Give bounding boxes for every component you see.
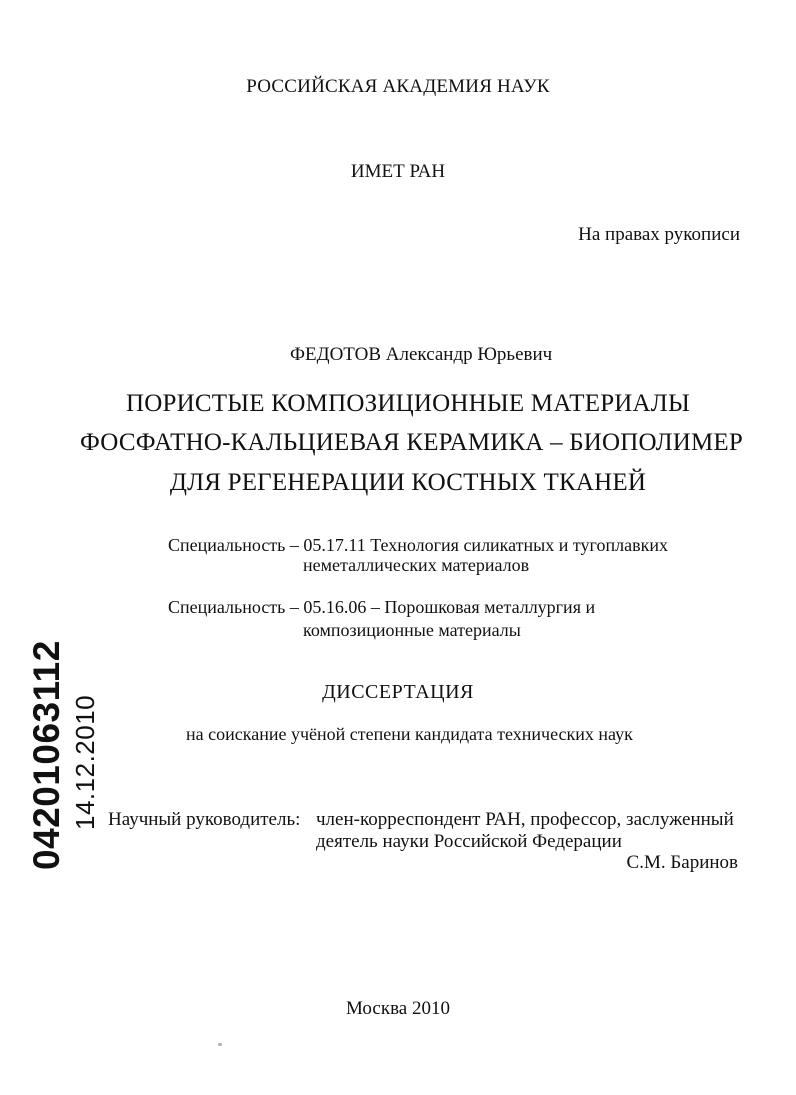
specialty-2-line-2: композиционные материалы [303, 620, 521, 640]
advisor-title-line-2: деятель науки Российской Федерации [316, 831, 622, 852]
specialty-2-line-1: Специальность – 05.16.06 – Порошковая металлургия и [168, 597, 596, 617]
manuscript-rights-note: На правах рукописи [578, 224, 740, 245]
institute-name: ИМЕТ РАН [350, 161, 446, 182]
title-line-2: ФОСФАТНО-КАЛЬЦИЕВАЯ КЕРАМИКА – БИОПОЛИМЕР [80, 429, 743, 456]
advisor-label: Научный руководитель: [108, 809, 301, 830]
specialty-1-line-2: неметаллических материалов [303, 555, 530, 575]
title-line-1: ПОРИСТЫЕ КОМПОЗИЦИОННЫЕ МАТЕРИАЛЫ [126, 390, 690, 417]
scan-speck [218, 1043, 222, 1046]
document-type: ДИССЕРТАЦИЯ [322, 681, 474, 703]
title-line-3: ДЛЯ РЕГЕНЕРАЦИИ КОСТНЫХ ТКАНЕЙ [169, 469, 647, 496]
stamp-date: 14.12.2010 [70, 694, 100, 830]
degree-statement: на соискание учёной степени кандидата технических наук [186, 724, 633, 744]
stamp-number: 04201063112 [26, 640, 67, 870]
specialty-1-line-1: Специальность – 05.17.11 Технология силикатных и тугоплавких [168, 535, 668, 555]
organization-name: РОССИЙСКАЯ АКАДЕМИЯ НАУК [246, 76, 550, 97]
author-name: ФЕДОТОВ Александр Юрьевич [290, 344, 553, 365]
city-year: Москва 2010 [346, 998, 450, 1019]
advisor-name: С.М. Баринов [626, 852, 738, 873]
library-stamp [26, 640, 106, 870]
advisor-title-line-1: член-корреспондент РАН, профессор, заслуженный [316, 809, 734, 830]
